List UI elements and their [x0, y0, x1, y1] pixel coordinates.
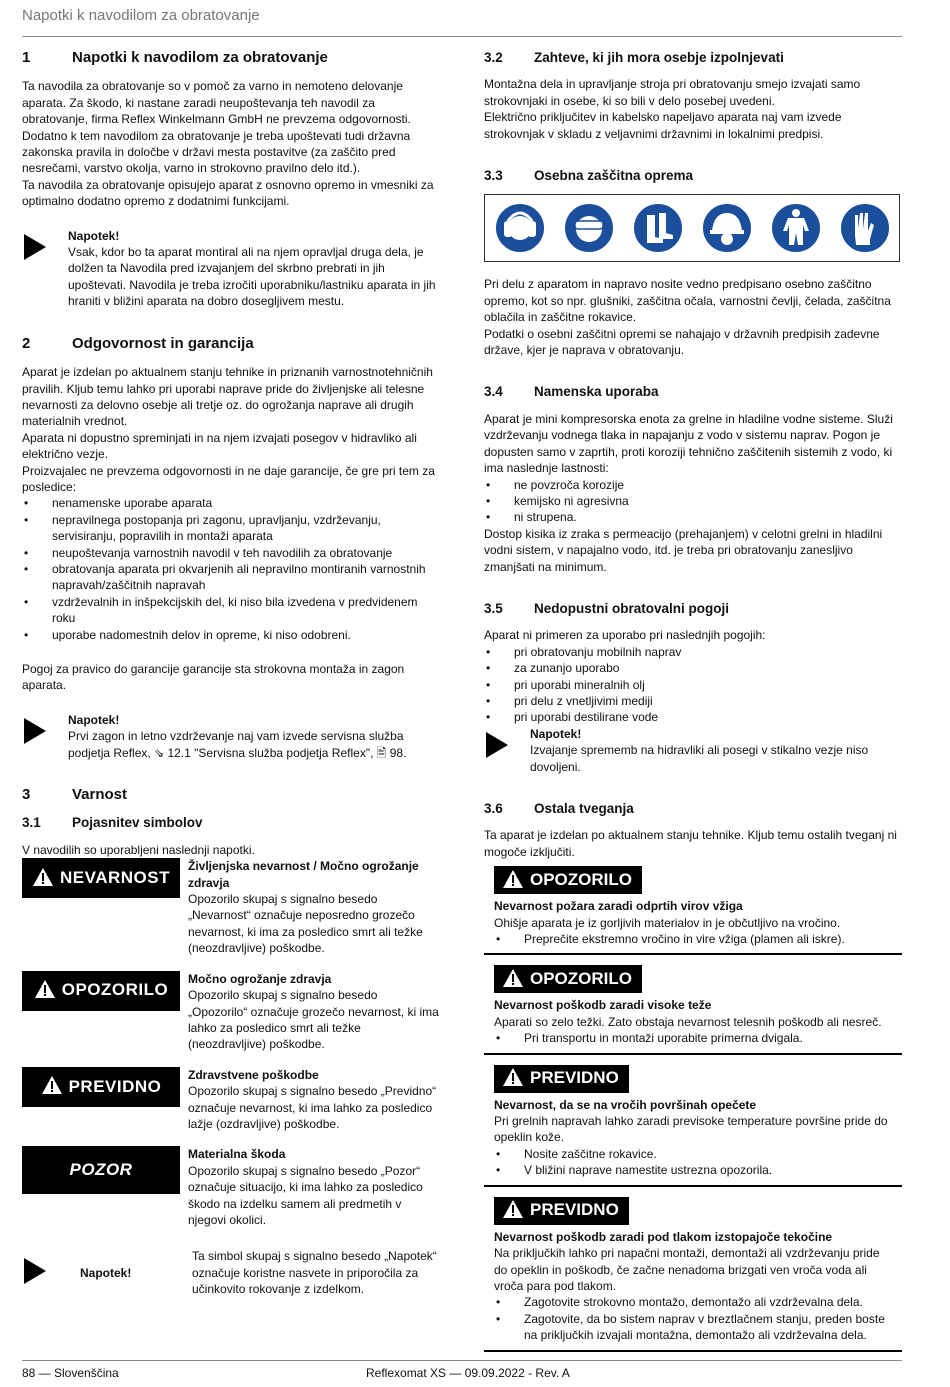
safety-helmet-icon — [700, 201, 754, 255]
s32-paragraph-1: Montažna dela in upravljanje stroja pri obratovanju smejo izvajati samo strokovnjaki in osebe, ki so bili v delo posebej uvedeni. — [484, 77, 861, 108]
residual-risk-warning: OPOZORILO Nevarnost poškodb zaradi visoke teže Aparati so zelo težki. Zato obstaja nevarnost telesnih poškodb ali nesreč. • Pri transportu in montaži uporabite primerna dvigala. — [484, 965, 902, 1054]
left-column — [22, 50, 440, 1298]
caution-label: PREVIDNO — [22, 1067, 180, 1107]
protective-gloves-icon — [838, 201, 892, 255]
list-item: • Zagotovite strokovno montažo, demontažo ali vzdrževalna dela. — [494, 1294, 892, 1310]
list-item: • pri obratovanju mobilnih naprav — [484, 644, 902, 660]
footer-doc: Reflexomat XS — 09.09.2022 - Rev. A — [366, 1366, 570, 1380]
ear-protection-icon — [493, 201, 547, 255]
list-item: • pri uporabi destilirane vode — [484, 709, 902, 725]
caution-label: PREVIDNO — [494, 1197, 629, 1225]
s1-note: Napotek! Vsak, kdor bo ta aparat montiral ali na njem opravljal druga dela, je dolžen ta Navodila pred izvajanjem del skrbno prebrati in jih upoštevati. Navodila je treba izročiti uporabniku/lastniku aparata in jih hraniti v bližini aparata na dobro dosegljivem mestu. — [22, 228, 440, 310]
list-item: • nepravilnega postopanja pri zagonu, upravljanju, vzdrževanju, servisiranju, popravilih in montaži aparata — [22, 512, 440, 545]
symbol-danger: NEVARNOST Življenjska nevarnost / Močno ogrožanje zdravja Opozorilo skupaj s signalno besedo „Nevarnost“ označuje neposredno grozečo nevarnost, ki ima za posledico smrt ali težke (neozdravljive) poškodbe. — [22, 858, 440, 956]
list-item: • neupoštevanja varnostnih navodil v teh navodilih za obratovanje — [22, 545, 440, 561]
section-3-5-heading: 3.5 Nedopustni obratovalni pogoji — [484, 600, 729, 616]
list-item: • pri uporabi mineralnih olj — [484, 677, 902, 693]
safety-goggles-icon — [562, 201, 616, 255]
residual-risk-caution: PREVIDNO Nevarnost poškodb zaradi pod tlakom izstopajoče tekočine Na priključkih lahko pri napačni montaži, demontaži ali vzdrževanju pride do opeklin in poškodb, če začne nenadoma brizgati ven vroča voda ali vroča para pod tlakom. • Zagotovite strokovno montažo, demontažo ali vzdrževalna dela. • Zagotovite, da bo sistem naprav v breztlačnem stanju, preden boste na priključkih izvajali montažna, demontažo ali vzdrževalna dela. — [484, 1197, 902, 1352]
page-footer — [22, 1360, 902, 1380]
list-item: • pri delu z vnetljivimi mediji — [484, 693, 902, 709]
notice-label: POZOR — [22, 1146, 180, 1194]
section-3-3-heading: 3.3 Osebna zaščitna oprema — [484, 168, 694, 184]
warning-triangle-icon — [41, 1075, 63, 1098]
list-item: • vzdrževalnih in inšpekcijskih del, ki niso bila izvedena v predvidenem roku — [22, 594, 440, 627]
s2-paragraph-4: Pogoj za pravico do garancije garancije sta strokovna montaža in zagon aparata. — [22, 662, 405, 693]
s2-paragraph-1: Aparat je izdelan po aktualnem stanju tehnike in priznanih varnostnotehničnih pravilih. Kljub temu lahko pri uporabi naprave pride do življenjske ali telesne nevarnosti za delovno osebje ali tretje oz. do ogrožanja naprave ali drugih materialnih vrednot. — [22, 365, 433, 429]
s33-paragraph-1: Pri delu z aparatom in napravo nosite vedno predpisano osebno zaščitno opremo, kot so npr. glušniki, zaščitna očala, varnostni čevlji, čelada, zaščitna oblačila in zaščitne rokavice. — [484, 277, 891, 325]
section-3-heading: 3 Varnost — [22, 786, 128, 804]
warning-triangle-icon — [502, 1067, 524, 1090]
s34-paragraph-1: Aparat je mini kompresorska enota za grelne in hladilne vodne sisteme. Služi vzdrževanju vodnega tlaka in napajanju z vodo v sistemu naprav. Pogon je dopusten samo v zaprtih, proti koroziji tehnično zaščitenih sistemih z vodo, ki ima naslednje lastnosti: — [484, 411, 893, 476]
s2-note: Napotek! Prvi zagon in letno vzdrževanje naj vam izvede servisna služba podjetja Reflex, ⇘ 12.1 "Servisna služba podjetja Reflex", 🖹 98. — [22, 712, 440, 761]
warning-triangle-icon — [34, 979, 56, 1002]
warning-triangle-icon — [502, 869, 524, 892]
list-item: • Pri transportu in montaži uporabite primerna dvigala. — [494, 1030, 892, 1046]
s2-paragraph-2: Aparata ni dopustno spreminjati in na njem izvajati posegov v hidravliko ali električno vezje. — [22, 430, 417, 462]
protective-clothing-icon — [769, 201, 823, 255]
s1-paragraph-2: Ta navodila za obratovanje opisujejo aparat z osnovno opremo in vmesniki za optimalno dodatno opremo z dodatnimi funkcijami. — [22, 177, 434, 209]
danger-label: NEVARNOST — [22, 858, 180, 898]
s34-paragraph-2: Dostop kisika iz zraka s permeacijo (prehajanjem) v celotni grelni in hladilni vodni sistem, v napajalno vodo, itd. je treba pri obratovanju zanesljivo zmanjšati na minimum. — [484, 526, 883, 574]
list-item: • Nosite zaščitne rokavice. — [494, 1146, 892, 1162]
footer-page: 88 — Slovenščina — [22, 1366, 119, 1380]
s32-paragraph-2: Električno priključitev in kabelsko napeljavo aparata naj vam izvede strokovnjak v skladu z veljavnimi državnimi in lokalnimi predpisi. — [484, 110, 842, 141]
s36-paragraph-1: Ta aparat je izdelan po aktualnem stanju tehnike. Kljub temu ostalih tveganj ni mogoče izključiti. — [484, 828, 897, 859]
section-3-4-heading: 3.4 Namenska uporaba — [484, 384, 659, 400]
list-item: • nenamenske uporabe aparata — [22, 495, 440, 511]
warning-triangle-icon — [502, 1199, 524, 1222]
caution-label: PREVIDNO — [494, 1065, 629, 1093]
safety-boots-icon — [631, 201, 685, 255]
page-header — [22, 6, 902, 37]
list-item: • ni strupena. — [484, 509, 902, 525]
header-title: Napotki k navodilom za obratovanje — [22, 7, 260, 24]
section-3-6-heading: 3.6 Ostala tveganja — [484, 801, 634, 816]
ppe-icon-strip — [484, 194, 900, 262]
warning-label: OPOZORILO — [494, 965, 642, 993]
s31-intro: V navodilih so uporabljeni naslednji napotki. — [22, 842, 255, 857]
list-item: • Zagotovite, da bo sistem naprav v breztlačnem stanju, preden boste na priključkih izvajali montažna, demontažo ali vzdrževalna dela. — [494, 1311, 892, 1344]
list-item: • obratovanja aparata pri okvarjenih ali nepravilno montiranih varnostnih napravah/zaščitnih napravah — [22, 561, 440, 594]
s35-note: Napotek! Izvajanje sprememb na hidravliki ali posegi v stikalno vezje niso dovoljeni. — [484, 726, 902, 775]
s35-bullet-list — [484, 644, 902, 726]
list-item: • Preprečite ekstremno vročino in vire vžiga (plamen ali iskre). — [494, 931, 892, 947]
note-arrow-icon — [484, 726, 530, 775]
residual-risk-warning: OPOZORILO Nevarnost požara zaradi odprtih virov vžiga Ohišje aparata je iz gorljivih materialov in je občutljivo na vročino. • Preprečite ekstremno vročino in vire vžiga (plamen ali iskre). — [484, 866, 902, 955]
section-1-heading: 1 Napotki k navodilom za obratovanje — [22, 49, 328, 66]
section-2-heading: 2 Odgovornost in garancija — [22, 334, 254, 352]
section-3-2-heading: 3.2 Zahteve, ki jih mora osebje izpolnjevati — [484, 50, 784, 65]
list-item: • kemijsko ni agresivna — [484, 493, 902, 509]
s35-paragraph-1: Aparat ni primeren za uporabo pri naslednjih pogojih: — [484, 628, 766, 643]
list-item: • za zunanjo uporabo — [484, 660, 902, 676]
residual-risk-caution: PREVIDNO Nevarnost, da se na vročih površinah opečete Pri grelnih napravah lahko zaradi previsoke temperature površine pride do opeklin kože. • Nosite zaščitne rokavice. • V bližini naprave namestite ustrezna opozorila. — [484, 1065, 902, 1187]
symbol-caution: PREVIDNO Zdravstvene poškodbe Opozorilo skupaj s signalno besedo „Previdno“ označuje nevarnost, ki ima lahko za posledico lažje (ozdravljive) poškodbe. — [22, 1067, 440, 1133]
warning-label: OPOZORILO — [22, 971, 180, 1011]
symbol-warning: OPOZORILO Močno ogrožanje zdravja Opozorilo skupaj s signalno besedo „Opozorilo“ označuje grozečo nevarnost, ki ima lahko za posledico smrt ali težke (neozdravljive) poškodbe. — [22, 971, 440, 1053]
section-3-1-heading: 3.1 Pojasnitev simbolov — [22, 815, 203, 831]
warning-triangle-icon — [502, 968, 524, 991]
note-arrow-icon — [22, 712, 68, 761]
warning-triangle-icon — [32, 867, 54, 890]
list-item: • V bližini naprave namestite ustrezna opozorila. — [494, 1162, 892, 1178]
s33-paragraph-2: Podatki o osebni zaščitni opremi se nahajajo v državnih predpisih zadevne države, kjer je naprava v obratovanju. — [484, 326, 880, 358]
symbol-notice: POZOR Materialna škoda Opozorilo skupaj s signalno besedo „Pozor“ označuje situacijo, ki ima lahko za posledico škodo na izdelku samem ali predmetih v njegovi okolici. — [22, 1146, 440, 1228]
list-item: • ne povzroča korozije — [484, 477, 902, 493]
s2-bullet-list — [22, 495, 440, 643]
note-arrow-icon — [22, 228, 68, 310]
note-arrow-icon — [22, 1256, 80, 1290]
s2-paragraph-3: Proizvajalec ne prevzema odgovornosti in ne daje garancije, če gre pri tem za posledice: — [22, 463, 435, 494]
symbol-napotek: Napotek! Ta simbol skupaj s signalno besedo „Napotek“ označuje koristne nasvete in priporočila za učinkovito rokovanje z izdelkom. — [22, 1248, 440, 1297]
warning-label: OPOZORILO — [494, 866, 642, 894]
s1-paragraph-1: Ta navodila za obratovanje so v pomoč za varno in nemoteno delovanje aparata. Za škodo, ki nastane zaradi neupoštevanja teh navodil za obratovanje, firma Reflex Winkelmann GmbH ne prevzema odgovornosti. Dodatno k tem navodilom za obratovanje je treba upoštevati tudi državna zakonska pravila in določbe v državi mesta postavitve (za zaščito pred nesrečami, varstvo okolja, varno in strokovno pravilno delo itd.). — [22, 79, 411, 176]
list-item: • uporabe nadomestnih delov in opreme, ki niso odobreni. — [22, 627, 440, 643]
right-column — [484, 50, 902, 1362]
s34-bullet-list — [484, 477, 902, 526]
